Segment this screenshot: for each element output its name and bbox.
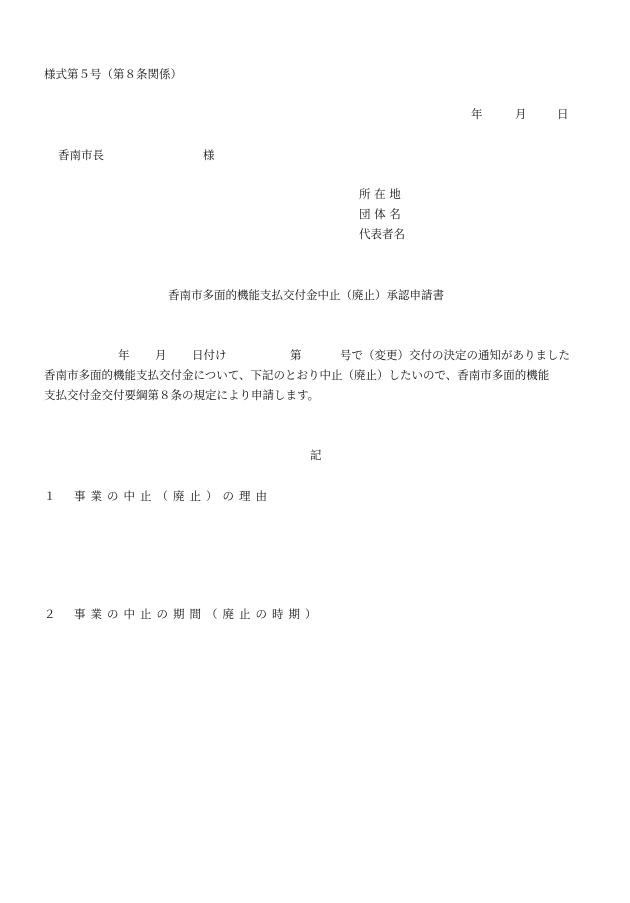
body-dated: 日付け bbox=[192, 348, 227, 362]
form-number: 様式第５号（第８条関係） bbox=[44, 67, 182, 81]
addressee-honorific: 様 bbox=[203, 148, 215, 162]
item-label: 事業の中止（廃止）の理由 bbox=[74, 489, 272, 503]
document-title: 香南市多面的機能支払交付金中止（廃止）承認申請書 bbox=[168, 288, 444, 302]
applicant-address-label: 所 在 地 bbox=[359, 187, 401, 201]
body-number-prefix: 第 bbox=[290, 348, 302, 362]
item-number: １ bbox=[44, 489, 56, 503]
body-line1-rest: 号で（変更）交付の決定の通知がありました bbox=[340, 348, 570, 362]
date-day: 日 bbox=[557, 107, 569, 121]
body-year: 年 bbox=[118, 348, 130, 362]
body-line3: 支払交付金交付要綱第８条の規定により申請します。 bbox=[44, 388, 320, 402]
date-month: 月 bbox=[515, 107, 527, 121]
item-number: ２ bbox=[44, 607, 56, 621]
body-month: 月 bbox=[155, 348, 167, 362]
body-line2: 香南市多面的機能支払交付金について、下記のとおり中止（廃止）したいので、香南市多面的機能 bbox=[44, 368, 550, 382]
note-heading: 記 bbox=[310, 448, 322, 462]
item-label: 事業の中止の期間（廃止の時期） bbox=[74, 607, 322, 621]
applicant-representative-label: 代表者名 bbox=[359, 227, 405, 241]
date-year: 年 bbox=[471, 107, 483, 121]
applicant-group-label: 団 体 名 bbox=[359, 207, 401, 221]
addressee-name: 香南市長 bbox=[58, 148, 104, 162]
